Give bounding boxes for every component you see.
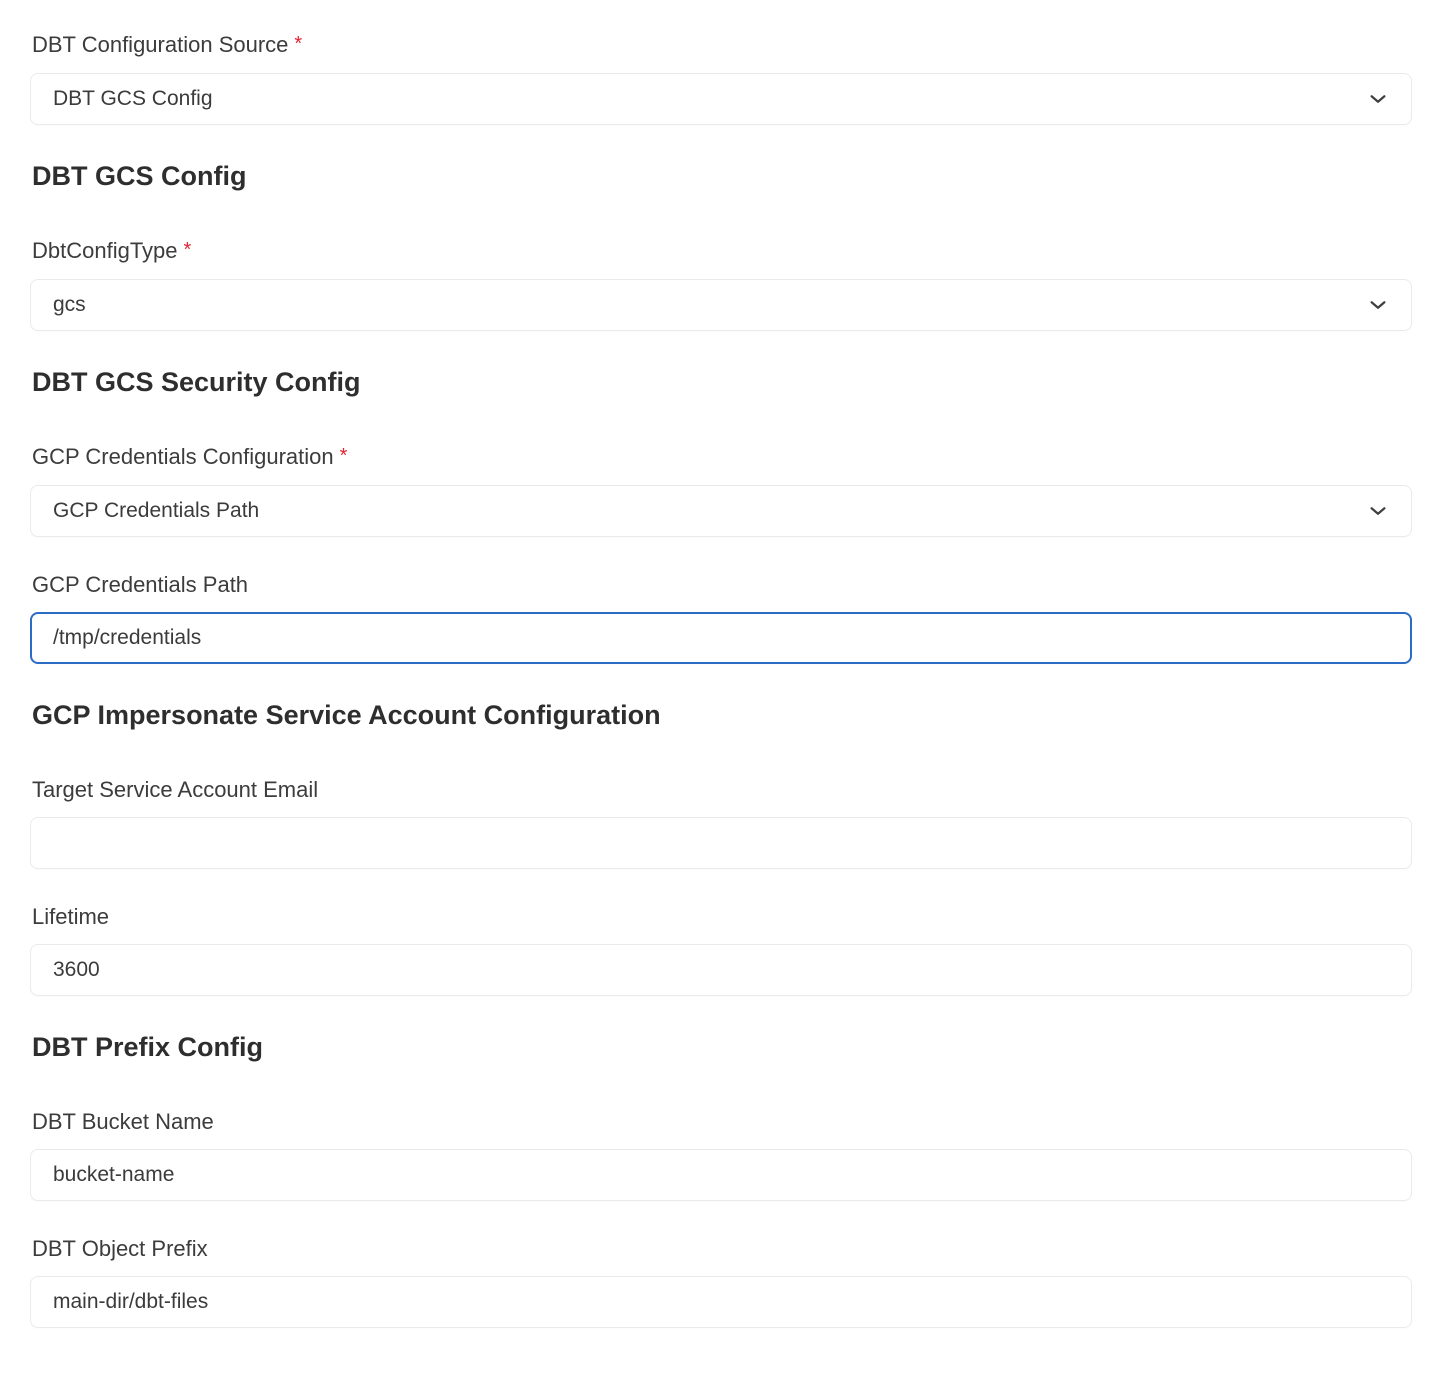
field-target-service-account-email	[30, 778, 1412, 869]
dbt-configuration-source-select[interactable]	[30, 73, 1412, 125]
gcp-credentials-configuration-select[interactable]	[30, 485, 1412, 537]
required-marker: *	[183, 239, 192, 261]
select-value: GCP Credentials Path	[53, 499, 260, 522]
field-dbt-bucket-name	[30, 1110, 1412, 1201]
section-heading-dbt-prefix-config: DBT Prefix Config	[32, 1032, 264, 1062]
label-text: DBT Configuration Source	[32, 32, 289, 57]
select-value: gcs	[53, 293, 86, 316]
gcp-credentials-path-input[interactable]	[30, 612, 1412, 664]
required-marker: *	[339, 445, 348, 467]
label-text: GCP Credentials Path	[32, 572, 249, 597]
dbt-config-type-select[interactable]	[30, 279, 1412, 331]
chevron-down-icon	[1367, 88, 1389, 110]
dbt-configuration-source-label	[32, 33, 1412, 58]
label-text: DBT Bucket Name	[32, 1109, 214, 1134]
label-text: DBT Object Prefix	[32, 1236, 208, 1261]
lifetime-input[interactable]	[30, 944, 1412, 996]
dbt-config-type-label	[32, 239, 1412, 264]
label-text: Target Service Account Email	[32, 777, 319, 802]
lifetime-label	[32, 905, 1412, 929]
label-text: GCP Credentials Configuration	[32, 444, 334, 469]
target-service-account-email-label	[32, 778, 1412, 802]
dbt-object-prefix-label	[32, 1237, 1412, 1261]
label-text: Lifetime	[32, 904, 110, 929]
section-heading-gcp-impersonate: GCP Impersonate Service Account Configuration	[32, 700, 661, 730]
required-marker: *	[294, 33, 303, 55]
field-dbt-object-prefix	[30, 1237, 1412, 1328]
target-service-account-email-input[interactable]	[30, 817, 1412, 869]
chevron-down-icon	[1367, 294, 1389, 316]
chevron-down-icon	[1367, 500, 1389, 522]
section-heading-dbt-gcs-security-config: DBT GCS Security Config	[32, 367, 361, 397]
field-lifetime	[30, 905, 1412, 996]
dbt-bucket-name-label	[32, 1110, 1412, 1134]
dbt-bucket-name-input[interactable]	[30, 1149, 1412, 1201]
dbt-object-prefix-input[interactable]	[30, 1276, 1412, 1328]
section-heading-dbt-gcs-config: DBT GCS Config	[32, 161, 247, 191]
field-dbt-configuration-source	[30, 33, 1412, 125]
label-text: DbtConfigType	[32, 238, 178, 263]
field-gcp-credentials-path	[30, 573, 1412, 664]
field-dbt-config-type	[30, 239, 1412, 331]
gcp-credentials-path-label	[32, 573, 1412, 597]
select-value: DBT GCS Config	[53, 87, 213, 110]
field-gcp-credentials-configuration	[30, 445, 1412, 537]
gcp-credentials-configuration-label	[32, 445, 1412, 470]
